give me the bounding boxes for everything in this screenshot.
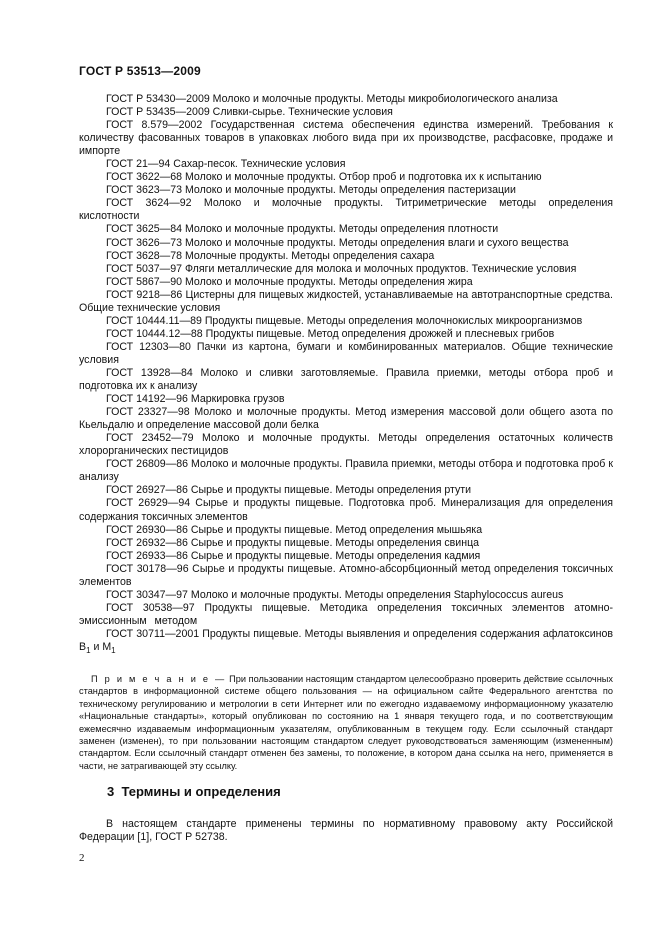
reference-text: ГОСТ 30178—96 Сырье и продукты пищевые. Атомно-абсорбционный метод определения токсичных элементов bbox=[79, 562, 613, 588]
reference-text: и M bbox=[90, 640, 112, 653]
section-title: Термины и определения bbox=[121, 784, 281, 799]
reference-item bbox=[79, 250, 613, 263]
reference-text: ГОСТ Р 53435—2009 Сливки-сырье. Технические условия bbox=[106, 106, 393, 119]
reference-item bbox=[79, 628, 613, 654]
reference-text: ГОСТ 14192—96 Маркировка грузов bbox=[106, 393, 285, 406]
reference-item bbox=[79, 497, 613, 523]
reference-item bbox=[79, 119, 613, 158]
reference-item bbox=[79, 315, 613, 328]
page-number: 2 bbox=[79, 852, 85, 864]
reference-text: ГОСТ 26933—86 Сырье и продукты пищевые. Методы определения кадмия bbox=[106, 549, 481, 562]
reference-item bbox=[79, 93, 613, 106]
reference-text: ГОСТ 3623—73 Молоко и молочные продукты. Методы определения пастеризации bbox=[106, 184, 516, 197]
subscript: 1 bbox=[86, 646, 91, 656]
reference-item bbox=[79, 158, 613, 171]
reference-text: ГОСТ 3622—68 Молоко и молочные продукты. Отбор проб и подготовка их к испытанию bbox=[106, 171, 542, 184]
reference-item bbox=[79, 393, 613, 406]
reference-item bbox=[79, 328, 613, 341]
reference-item bbox=[79, 106, 613, 119]
reference-text: ГОСТ 3628—78 Молочные продукты. Методы определения сахара bbox=[106, 249, 435, 262]
reference-text: ГОСТ 21—94 Сахар-песок. Технические условия bbox=[106, 158, 346, 171]
section-3-body: В настоящем стандарте применены термины по нормативному правовому акту Российской Федерации [1], ГОСТ Р 52738. bbox=[79, 818, 613, 844]
reference-text: ГОСТ 26809—86 Молоко и молочные продукты. Правила приемки, методы отбора и подготовка проб к анализу bbox=[79, 458, 613, 484]
document-header: ГОСТ Р 53513—2009 bbox=[79, 64, 201, 78]
reference-item bbox=[79, 184, 613, 197]
reference-text: ГОСТ 26927—86 Сырье и продукты пищевые. Методы определения ртути bbox=[106, 484, 472, 497]
reference-text: ГОСТ 30347—97 Молоко и молочные продукты. Методы определения Staphylococcus aureus bbox=[106, 588, 564, 601]
reference-item bbox=[79, 484, 613, 497]
reference-text: ГОСТ 10444.12—88 Продукты пищевые. Метод определения дрожжей и плесневых грибов bbox=[106, 327, 555, 340]
reference-item bbox=[79, 223, 613, 236]
reference-item bbox=[79, 537, 613, 550]
reference-text: ГОСТ 30711—2001 Продукты пищевые. Методы выявления и определения содержания афлатоксинов B bbox=[79, 627, 613, 653]
reference-text: ГОСТ 3624—92 Молоко и молочные продукты. Титриметрические методы определения кислотности bbox=[79, 197, 613, 223]
reference-item bbox=[79, 263, 613, 276]
reference-text: ГОСТ 12303—80 Пачки из картона, бумаги и комбинированных материалов. Общие технические условия bbox=[79, 340, 613, 366]
reference-text: ГОСТ Р 53430—2009 Молоко и молочные продукты. Методы микробиологического анализа bbox=[106, 93, 558, 105]
reference-text: ГОСТ 26930—86 Сырье и продукты пищевые. Метод определения мышьяка bbox=[106, 523, 483, 536]
reference-item bbox=[79, 602, 613, 628]
reference-text: ГОСТ 26929—94 Сырье и продукты пищевые. Подготовка проб. Минерализация для определения содержания токсичных элементов bbox=[79, 497, 613, 523]
note-text: При пользовании настоящим стандартом целесообразно проверить действие ссылочных стандартов в информационной системе общего пользования — на официальном сайте Федерального агентства по техническому регулированию и метрологии в сети Интернет или по ежегодно издаваемому информационному указателю «Национальные стандарты», который опубликован по состоянию на 1 января текущего года, и по соответствующим ежемесячно издаваемым информационным указателям, опубликованным в текущем году. Если ссылочный стандарт заменен (изменен), то при пользовании настоящим стандартом следует руководствоваться заменяющим (измененным) стандартом. Если ссылочный стандарт отменен без замены, то положение, в котором дана ссылка на него, применяется в части, не затрагивающей эту ссылку. bbox=[79, 674, 613, 771]
reference-text: ГОСТ 3625—84 Молоко и молочные продукты. Методы определения плотности bbox=[106, 223, 499, 236]
reference-item bbox=[79, 171, 613, 184]
reference-item bbox=[79, 276, 613, 289]
reference-item bbox=[79, 563, 613, 589]
reference-item bbox=[79, 432, 613, 458]
reference-item bbox=[79, 550, 613, 563]
reference-text: ГОСТ 26932—86 Сырье и продукты пищевые. Методы определения свинца bbox=[106, 536, 480, 549]
reference-text: ГОСТ 5037—97 Фляги металлические для молока и молочных продуктов. Технические условия bbox=[106, 262, 577, 275]
reference-text: ГОСТ 3626—73 Молоко и молочные продукты. Методы определения влаги и сухого вещества bbox=[106, 236, 569, 249]
normative-references-list bbox=[79, 93, 613, 654]
section-number: 3 bbox=[107, 784, 115, 799]
reference-item bbox=[79, 289, 613, 315]
reference-item bbox=[79, 197, 613, 223]
reference-item bbox=[79, 524, 613, 537]
reference-text: ГОСТ 5867—90 Молоко и молочные продукты. Методы определения жира bbox=[106, 275, 473, 288]
subscript: 1 bbox=[111, 646, 116, 656]
reference-item bbox=[79, 341, 613, 367]
reference-item bbox=[79, 367, 613, 393]
reference-text: ГОСТ 23452—79 Молоко и молочные продукты. Методы определения остаточных количеств хлорорганических пестицидов bbox=[79, 432, 613, 458]
reference-text: ГОСТ 30538—97 Продукты пищевые. Методика определения токсичных элементов атомно-эмиссионным методом bbox=[79, 601, 613, 627]
reference-text: ГОСТ 8.579—2002 Государственная система обеспечения единства измерений. Требования к количеству фасованных товаров в упаковках любого вида при их производстве, расфасовке, продаже и импорте bbox=[79, 119, 613, 158]
reference-item bbox=[79, 458, 613, 484]
reference-text: ГОСТ 13928—84 Молоко и сливки заготовляемые. Правила приемки, методы отбора проб и подготовка их к анализу bbox=[79, 366, 613, 393]
note-label: П р и м е ч а н и е — bbox=[91, 674, 227, 684]
reference-text: ГОСТ 9218—86 Цистерны для пищевых жидкостей, устанавливаемые на автотранспортные средства. Общие технические условия bbox=[79, 288, 613, 314]
section-3-heading bbox=[107, 784, 281, 799]
reference-item bbox=[79, 406, 613, 432]
reference-text: ГОСТ 10444.11—89 Продукты пищевые. Методы определения молочнокислых микроорганизмов bbox=[106, 314, 583, 327]
reference-item bbox=[79, 589, 613, 602]
note-paragraph bbox=[79, 673, 613, 772]
reference-item bbox=[79, 237, 613, 250]
reference-text: ГОСТ 23327—98 Молоко и молочные продукты. Метод измерения массовой доли общего азота по Кьельдалю и определение массовой доли белка bbox=[79, 406, 613, 432]
